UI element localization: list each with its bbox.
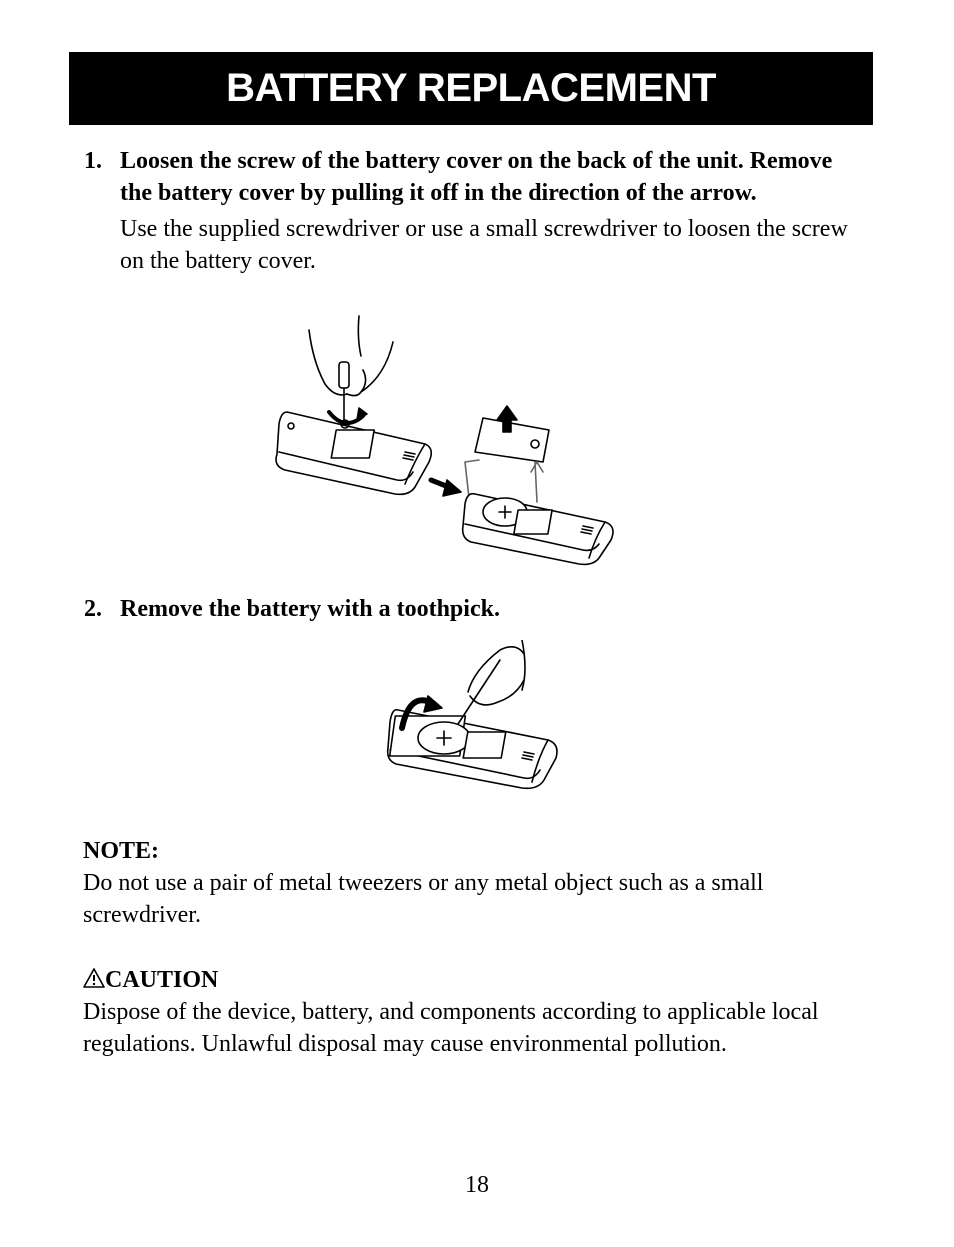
caution-heading: CAUTION — [105, 967, 219, 993]
caution-section — [83, 964, 883, 1060]
step-body — [120, 145, 860, 277]
caution-text: Dispose of the device, battery, and components according to applicable local regulations. Unlawful disposal may cause environmental pollution. — [83, 999, 819, 1057]
note-heading: NOTE: — [83, 838, 160, 864]
step-description: Use the supplied screwdriver or use a small screwdriver to loosen the screw on the battery cover. — [120, 216, 848, 274]
device-back-open — [463, 494, 613, 565]
step-body — [120, 593, 860, 625]
step-number: 1. — [84, 148, 102, 174]
step-title: Loosen the screw of the battery cover on the back of the unit. Remove the battery cover by pulling it off in the direction of the arrow. — [120, 148, 833, 206]
page-title: BATTERY REPLACEMENT — [226, 66, 716, 110]
battery-cover-removal-illustration — [265, 312, 625, 570]
hand-with-screwdriver — [309, 316, 393, 423]
note-text: Do not use a pair of metal tweezers or any metal object such as a small screwdriver. — [83, 870, 764, 928]
removed-battery-cover — [465, 406, 549, 502]
step-number: 2. — [84, 596, 102, 622]
section-header — [69, 52, 873, 125]
step-title: Remove the battery with a toothpick. — [120, 596, 500, 622]
battery-removal-illustration — [380, 640, 576, 810]
page-number: 18 — [465, 1172, 489, 1198]
note-section — [83, 835, 883, 931]
warning-triangle-icon — [83, 968, 105, 988]
caution-heading-row — [83, 964, 883, 996]
device-back-closed — [276, 412, 431, 494]
